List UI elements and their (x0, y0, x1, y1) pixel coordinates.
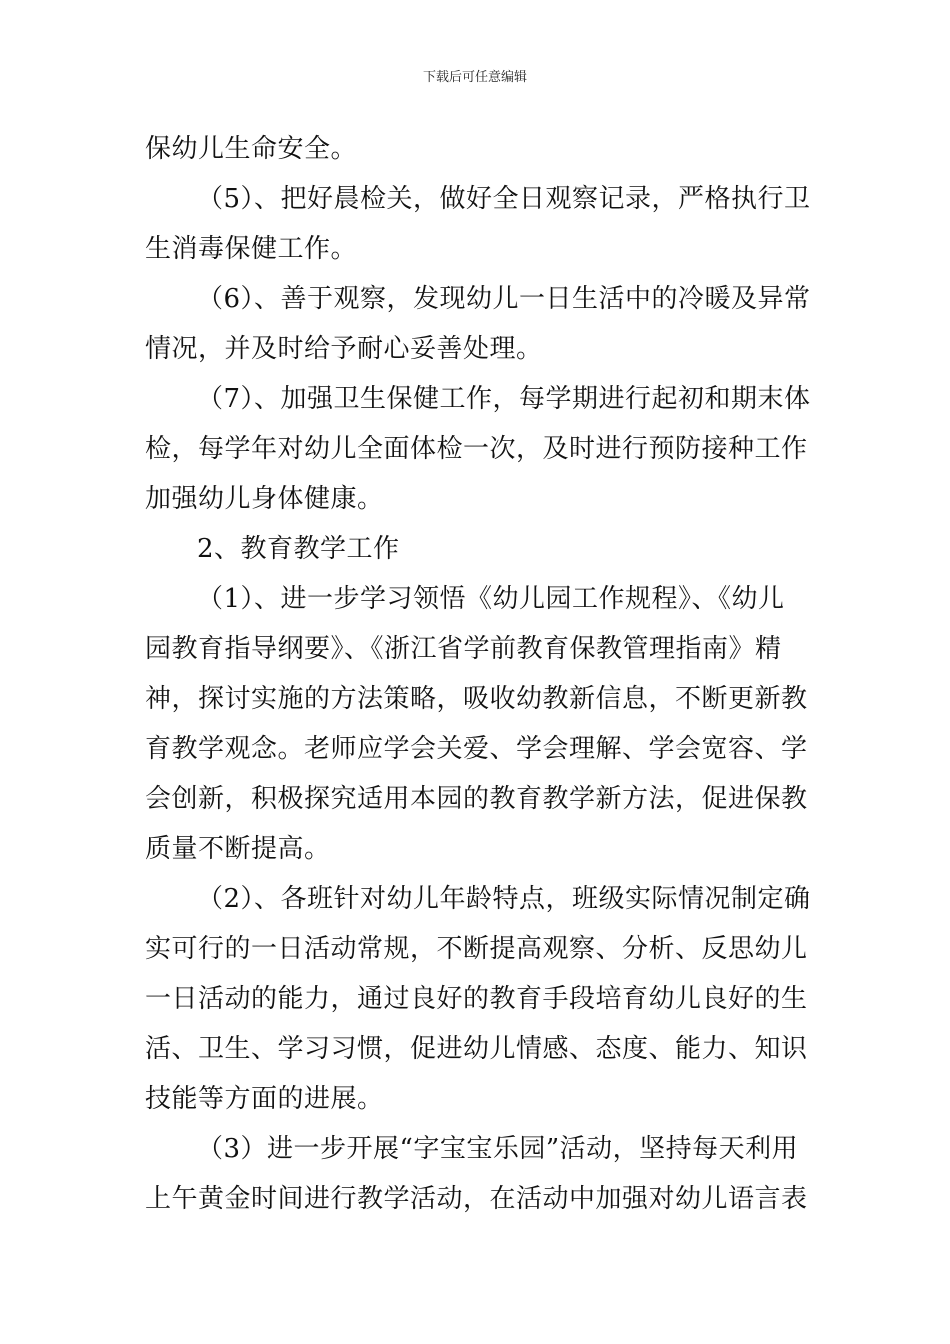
text-line: 加强幼儿身体健康。 (145, 484, 384, 514)
text-line: 上午黄金时间进行教学活动，在活动中加强对幼儿语言表 (145, 1184, 808, 1214)
text-line: 园教育指导纲要》、《浙江省学前教育保教管理指南》精 (145, 634, 782, 664)
text-line: （1）、进一步学习领悟《幼儿园工作规程》、《幼儿 (197, 584, 785, 614)
text-line: （2）、各班针对幼儿年龄特点，班级实际情况制定确 (197, 884, 811, 914)
document-body (145, 124, 811, 1224)
text-line: 情况，并及时给予耐心妥善处理。 (145, 334, 543, 364)
text-line: 保幼儿生命安全。 (145, 134, 358, 164)
section-heading: 2、教育教学工作 (197, 534, 400, 564)
text-line: 技能等方面的进展。 (145, 1084, 384, 1114)
text-line: 一日活动的能力，通过良好的教育手段培育幼儿良好的生 (145, 984, 808, 1014)
text-line: 实可行的一日活动常规，不断提高观察、分析、反思幼儿 (145, 934, 808, 964)
text-line: （5）、把好晨检关，做好全日观察记录，严格执行卫 (197, 184, 811, 214)
text-line: 会创新，积极探究适用本园的教育教学新方法，促进保教 (145, 784, 808, 814)
text-line: （7）、加强卫生保健工作，每学期进行起初和期末体 (197, 384, 811, 414)
text-line: 活、卫生、学习习惯，促进幼儿情感、态度、能力、知识 (145, 1034, 808, 1064)
text-line: 神，探讨实施的方法策略，吸收幼教新信息，不断更新教 (145, 684, 808, 714)
text-line: （3）进一步开展“字宝宝乐园”活动，坚持每天利用 (197, 1134, 799, 1164)
text-line: 育教学观念。老师应学会关爱、学会理解、学会宽容、学 (145, 734, 808, 764)
text-line: 检，每学年对幼儿全面体检一次，及时进行预防接种工作 (145, 434, 808, 464)
text-line: （6）、善于观察，发现幼儿一日生活中的冷暖及异常 (197, 284, 811, 314)
text-line: 质量不断提高。 (145, 834, 331, 864)
text-line: 生消毒保健工作。 (145, 234, 358, 264)
page-header-note: 下载后可任意编辑 (422, 70, 527, 85)
